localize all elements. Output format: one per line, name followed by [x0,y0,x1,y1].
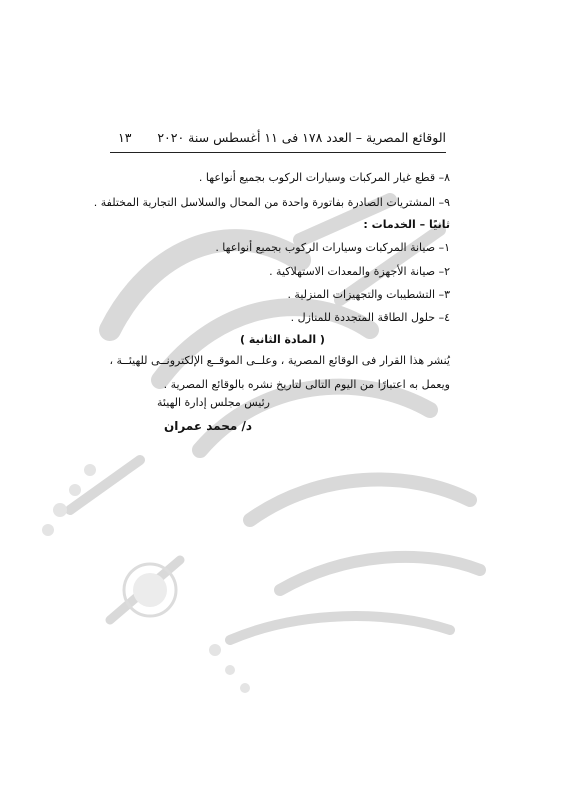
list-item: ٩– المشتريات الصادرة بفاتورة واحدة من المحال والسلاسل التجارية المختلفة . [93,196,450,209]
section-heading-services: ثانيًا – الخدمات : [363,218,450,231]
list-item: ٤– حلول الطاقة المتجددة للمنازل . [290,311,450,324]
article-text-line: ويعمل به اعتبارًا من اليوم التالى لتاريخ نشره بالوقائع المصرية . [163,378,450,391]
list-item: ٢– صيانة الأجهزة والمعدات الاستهلاكية . [269,265,450,278]
page-header [118,127,446,147]
article-heading: ( المادة الثانية ) [240,333,325,346]
signature-title: رئيس مجلس إدارة الهيئة [157,396,270,409]
header-rule [110,152,446,153]
page-number: ١٣ [118,129,132,145]
header-title: الوقائع المصرية – العدد ١٧٨ فى ١١ أغسطس سنة ٢٠٢٠ [157,129,446,145]
list-item: ١– صيانة المركبات وسيارات الركوب بجميع أنواعها . [215,241,450,254]
article-text-line: يُنشر هذا القرار فى الوقائع المصرية ، وعلــى الموقــع الإلكترونــى للهيئــة ، [109,354,450,367]
list-item: ٣– التشطيبات والتجهيزات المنزلية . [287,288,450,301]
signature-name: د/ محمد عمران [163,419,252,433]
list-item: ٨– قطع غيار المركبات وسيارات الركوب بجميع أنواعها . [198,171,450,184]
